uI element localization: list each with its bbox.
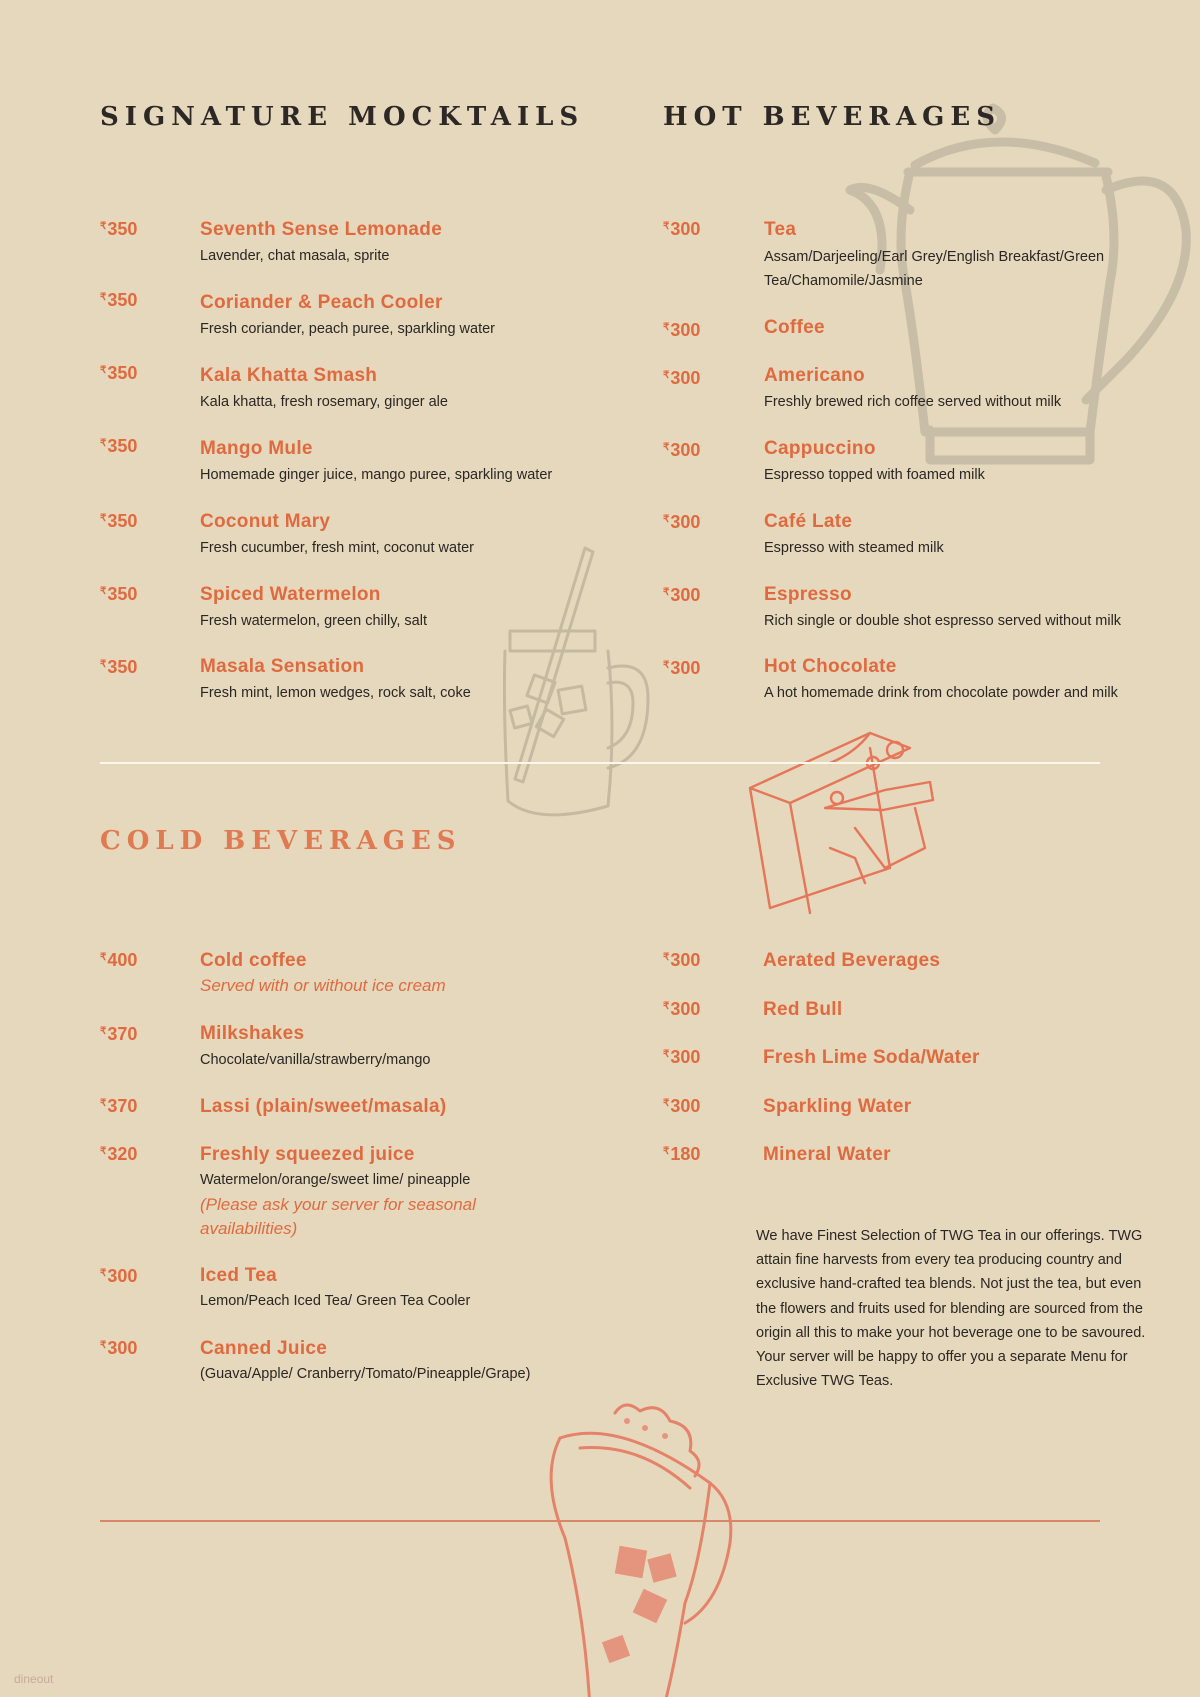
item-description: Lavender, chat masala, sprite — [200, 248, 390, 264]
item-price: ₹300 — [100, 1338, 138, 1358]
item-price: ₹350 — [100, 290, 138, 310]
item-name: Aerated Beverages — [763, 950, 941, 971]
item-name: Canned Juice — [200, 1338, 328, 1359]
item-description: Espresso with steamed milk — [764, 540, 944, 556]
item-price: ₹300 — [663, 512, 701, 532]
item-name: Cold coffee — [200, 950, 307, 971]
item-price: ₹300 — [663, 999, 701, 1019]
item-price: ₹180 — [663, 1144, 701, 1164]
item-description: Freshly brewed rich coffee served without milk — [764, 394, 1062, 410]
item-name: Espresso — [764, 584, 852, 605]
item-name: Masala Sensation — [200, 656, 365, 677]
item-price: ₹300 — [663, 658, 701, 678]
item-name: Fresh Lime Soda/Water — [763, 1047, 980, 1068]
item-price: ₹300 — [663, 1047, 701, 1067]
item-price: ₹300 — [100, 1266, 138, 1286]
item-name: Freshly squeezed juice — [200, 1144, 415, 1165]
item-description: A hot homemade drink from chocolate powder and milk — [764, 685, 1118, 701]
item-price: ₹300 — [663, 585, 701, 605]
item-name: Americano — [764, 365, 865, 386]
item-description: Kala khatta, fresh rosemary, ginger ale — [200, 394, 448, 410]
item-name: Kala Khatta Smash — [200, 365, 378, 386]
item-description: Watermelon/orange/sweet lime/ pineapple — [200, 1172, 471, 1188]
item-description: Fresh mint, lemon wedges, rock salt, coke — [200, 685, 471, 701]
section-title-mocktails: SIGNATURE MOCKTAILS — [100, 102, 585, 132]
item-name: Lassi (plain/sweet/masala) — [200, 1096, 447, 1117]
item-name: Spiced Watermelon — [200, 584, 381, 605]
item-price: ₹300 — [663, 368, 701, 388]
item-price: ₹400 — [100, 950, 138, 970]
item-description: Chocolate/vanilla/strawberry/mango — [200, 1052, 431, 1068]
item-price: ₹350 — [100, 363, 138, 383]
item-price: ₹350 — [100, 511, 138, 531]
item-price: ₹300 — [663, 1096, 701, 1116]
item-price: ₹370 — [100, 1024, 138, 1044]
item-description: Fresh coriander, peach puree, sparkling water — [200, 321, 495, 337]
mason-jar-drink-illustration — [470, 548, 670, 838]
bottom-divider — [100, 1520, 1100, 1522]
item-price: ₹300 — [663, 219, 701, 239]
twg-tea-note: We have Finest Selection of TWG Tea in our offerings. TWG attain fine harvests from every tea producing country and exclusive hand-crafted tea blends. Not just the tea, but even the flowers and fruits used for blending are sourced from the origin all this to make your hot beverage one to be savoured. Your server will be happy to offer you a separate Menu for Exclusive TWG Teas. — [756, 1228, 1146, 1390]
item-name: Coconut Mary — [200, 511, 331, 532]
item-description: Espresso topped with foamed milk — [764, 467, 985, 483]
item-name: Red Bull — [763, 999, 843, 1020]
item-name: Cappuccino — [764, 438, 876, 459]
item-description: Rich single or double shot espresso served without milk — [764, 613, 1122, 629]
item-name: Café Late — [764, 511, 853, 532]
item-name: Iced Tea — [200, 1265, 278, 1286]
item-description: Fresh cucumber, fresh mint, coconut water — [200, 540, 474, 556]
item-price: ₹300 — [663, 950, 701, 970]
item-price: ₹350 — [100, 584, 138, 604]
item-name: Milkshakes — [200, 1023, 305, 1044]
item-description: Fresh watermelon, green chilly, salt — [200, 613, 427, 629]
espresso-machine-illustration — [745, 728, 955, 918]
teapot-illustration — [820, 110, 1200, 480]
item-note: Served with or without ice cream — [200, 976, 446, 995]
item-name: Mango Mule — [200, 438, 313, 459]
item-note: (Please ask your server for seasonal availabilities) — [200, 1195, 476, 1238]
item-price: ₹350 — [100, 219, 138, 239]
section-title-hot-beverages: HOT BEVERAGES — [663, 102, 1001, 132]
item-name: Sparkling Water — [763, 1096, 912, 1117]
section-title-cold-beverages: COLD BEVERAGES — [100, 826, 462, 856]
item-name: Coffee — [764, 317, 825, 338]
watermark: dineout — [14, 1672, 54, 1686]
item-price: ₹350 — [100, 436, 138, 456]
item-price: ₹350 — [100, 657, 138, 677]
item-description: Lemon/Peach Iced Tea/ Green Tea Cooler — [200, 1293, 471, 1309]
item-description: (Guava/Apple/ Cranberry/Tomato/Pineapple/Grape) — [200, 1366, 531, 1382]
item-name: Coriander & Peach Cooler — [200, 292, 443, 313]
item-name: Tea — [764, 219, 797, 240]
item-description: Homemade ginger juice, mango puree, sparkling water — [200, 467, 553, 483]
item-price: ₹370 — [100, 1096, 138, 1116]
item-price: ₹300 — [663, 440, 701, 460]
item-name: Mineral Water — [763, 1144, 891, 1165]
item-name: Seventh Sense Lemonade — [200, 219, 443, 240]
section-divider — [100, 762, 1100, 764]
item-price: ₹320 — [100, 1144, 138, 1164]
item-price: ₹300 — [663, 320, 701, 340]
iced-latte-illustration — [545, 1408, 785, 1697]
item-name: Hot Chocolate — [764, 656, 897, 677]
item-description: Assam/Darjeeling/Earl Grey/English Breakfast/Green Tea/Chamomile/Jasmine — [764, 249, 1105, 289]
